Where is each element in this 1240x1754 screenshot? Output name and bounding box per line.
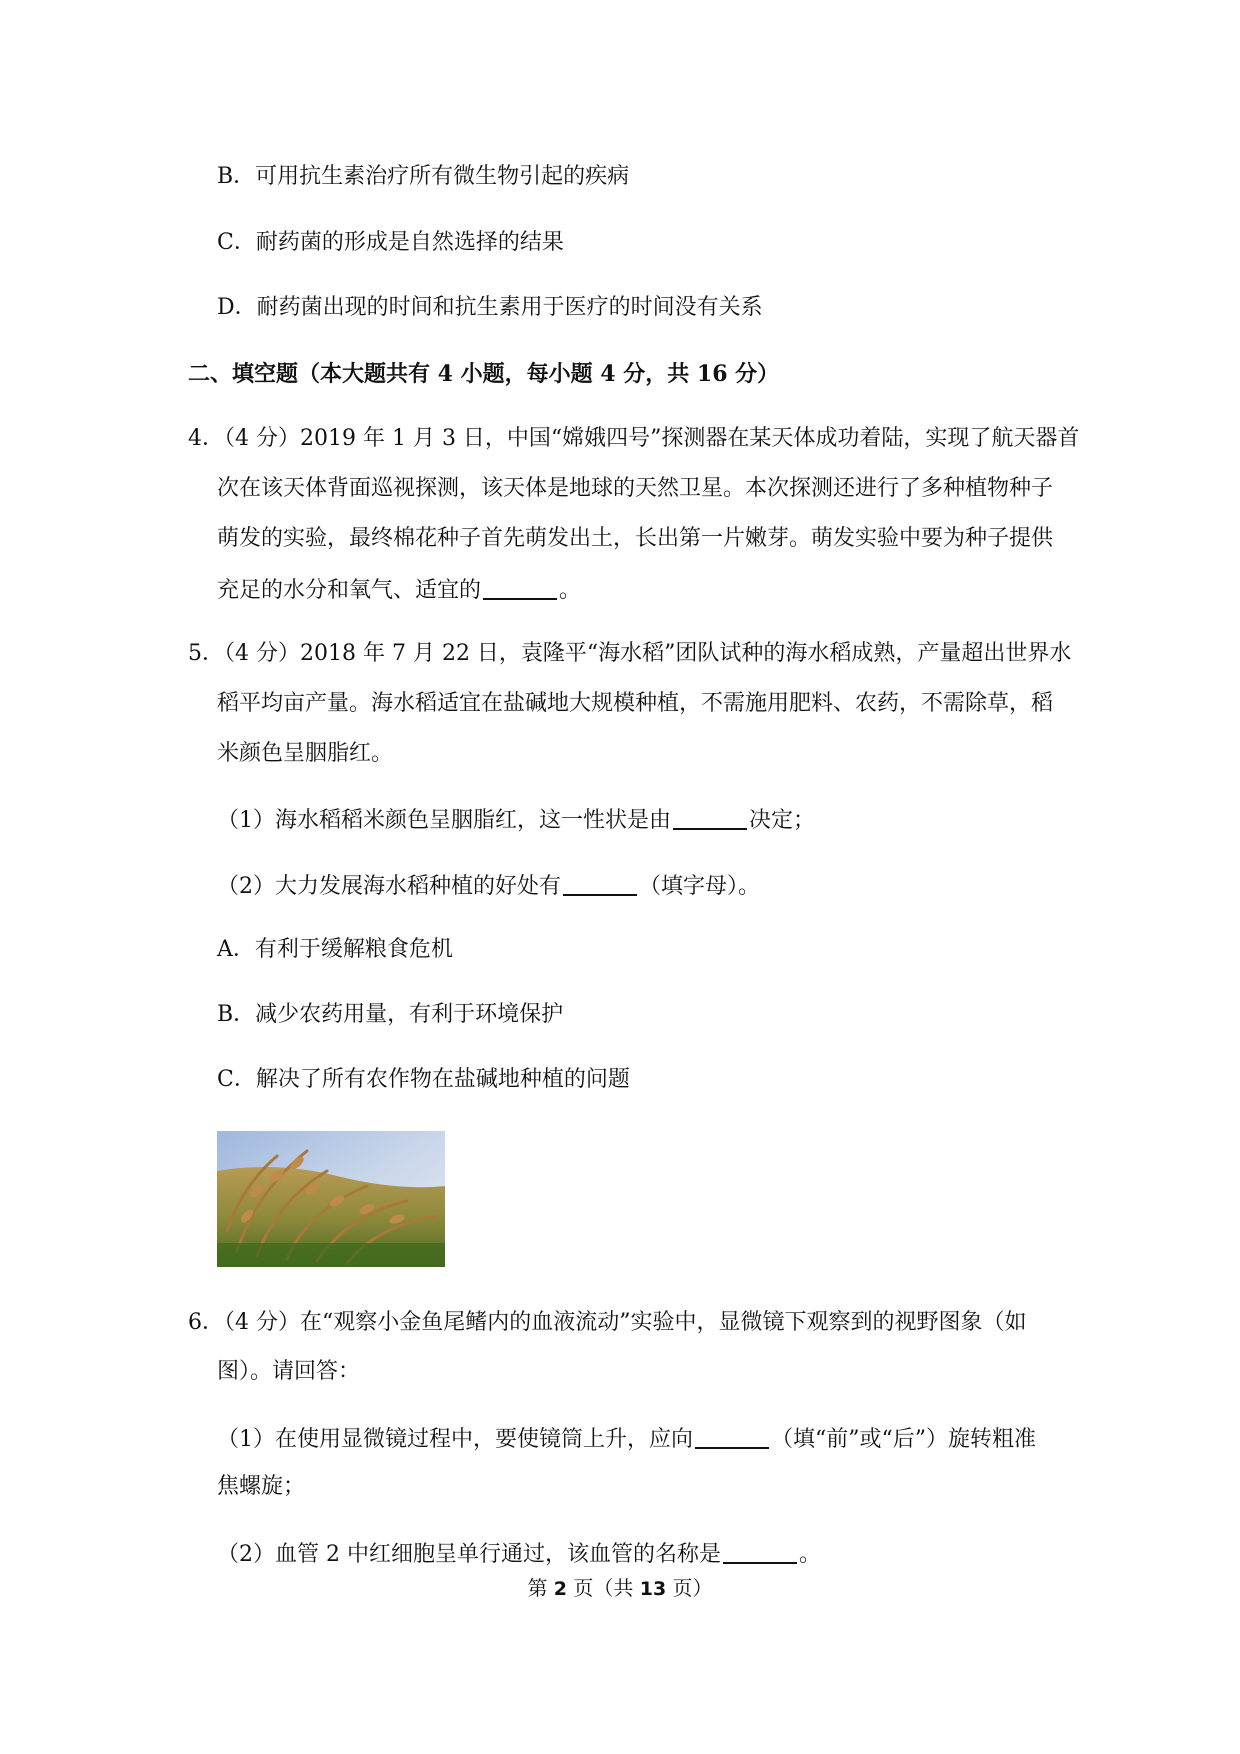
q4-text: 充足的水分和氧气、适宜的: [217, 578, 482, 603]
q5-sub-2: [217, 874, 760, 898]
q5-line-1: 5．（4 分）2018 年 7 月 22 日，袁隆平“海水稻”团队试种的海水稻成熟，产量超出世界水: [188, 641, 1072, 666]
q5-sub-1-end: 决定；: [749, 808, 816, 833]
q5-option-a: A．有利于缓解粮食危机: [217, 937, 453, 962]
q5-line-3: 米颜色呈胭脂红。: [217, 741, 394, 766]
q5-sub-1-text: （1）海水稻稻米颜色呈胭脂红，这一性状是由: [217, 808, 671, 833]
q4-end: 。: [559, 578, 582, 603]
q6-line-1: 6．（4 分）在“观察小金鱼尾鳍内的血液流动”实验中，显微镜下观察到的视野图象（如: [188, 1310, 1027, 1335]
page-footer: [0, 1578, 1240, 1599]
q4-line-3: 萌发的实验，最终棉花种子首先萌发出土，长出第一片嫩芽。萌发实验中要为种子提供: [217, 526, 1054, 551]
q3-option-c: C．耐药菌的形成是自然选择的结果: [217, 230, 564, 255]
section-title: 二、填空题（本大题共有 4 小题，每小题 4 分，共 16 分）: [188, 361, 780, 387]
page-number: 2: [553, 1578, 568, 1600]
page-total: 13: [639, 1578, 667, 1600]
rice-photo: [217, 1131, 445, 1267]
q5-sub-1: [217, 808, 815, 832]
q6-sub-1-end: （填“前”或“后”）旋转粗准: [771, 1427, 1036, 1452]
footer-prefix: 第: [527, 1576, 554, 1600]
q6-line-2: 图）。请回答：: [217, 1359, 361, 1384]
q3-option-b: B．可用抗生素治疗所有微生物引起的疾病: [217, 164, 630, 189]
q6-sub-1-text: （1）在使用显微镜过程中，要使镜筒上升，应向: [217, 1427, 693, 1452]
answer-blank: [723, 1542, 797, 1564]
q6-sub-2-text: （2）血管 2 中红细胞呈单行通过，该血管的名称是: [217, 1542, 721, 1567]
q4-line-4: [217, 578, 581, 602]
q5-sub-2-end: （填字母）。: [639, 874, 761, 899]
footer-suffix: 页）: [666, 1576, 713, 1600]
q5-sub-2-text: （2）大力发展海水稻种植的好处有: [217, 874, 561, 899]
answer-blank: [483, 578, 557, 600]
q6-sub-1-cont: 焦螺旋；: [217, 1474, 306, 1499]
answer-blank: [695, 1427, 769, 1449]
answer-blank: [673, 808, 747, 830]
q5-option-c: C．解决了所有农作物在盐碱地种植的问题: [217, 1067, 630, 1092]
footer-middle: 页（共: [567, 1576, 640, 1600]
q6-sub-1: [217, 1427, 1036, 1451]
q6-sub-2: [217, 1542, 821, 1566]
q3-option-d: D．耐药菌出现的时间和抗生素用于医疗的时间没有关系: [217, 295, 763, 320]
answer-blank: [563, 874, 637, 896]
q5-option-b: B．减少农药用量，有利于环境保护: [217, 1002, 564, 1027]
q5-line-2: 稻平均亩产量。海水稻适宜在盐碱地大规模种植，不需施用肥料、农药，不需除草，稻: [217, 691, 1054, 716]
q6-sub-2-end: 。: [798, 1542, 821, 1567]
q4-line-1: 4．（4 分）2019 年 1 月 3 日，中国“嫦娥四号”探测器在某天体成功着陆，实现了航天器首: [188, 426, 1080, 451]
q4-line-2: 次在该天体背面巡视探测，该天体是地球的天然卫星。本次探测还进行了多种植物种子: [217, 476, 1054, 501]
